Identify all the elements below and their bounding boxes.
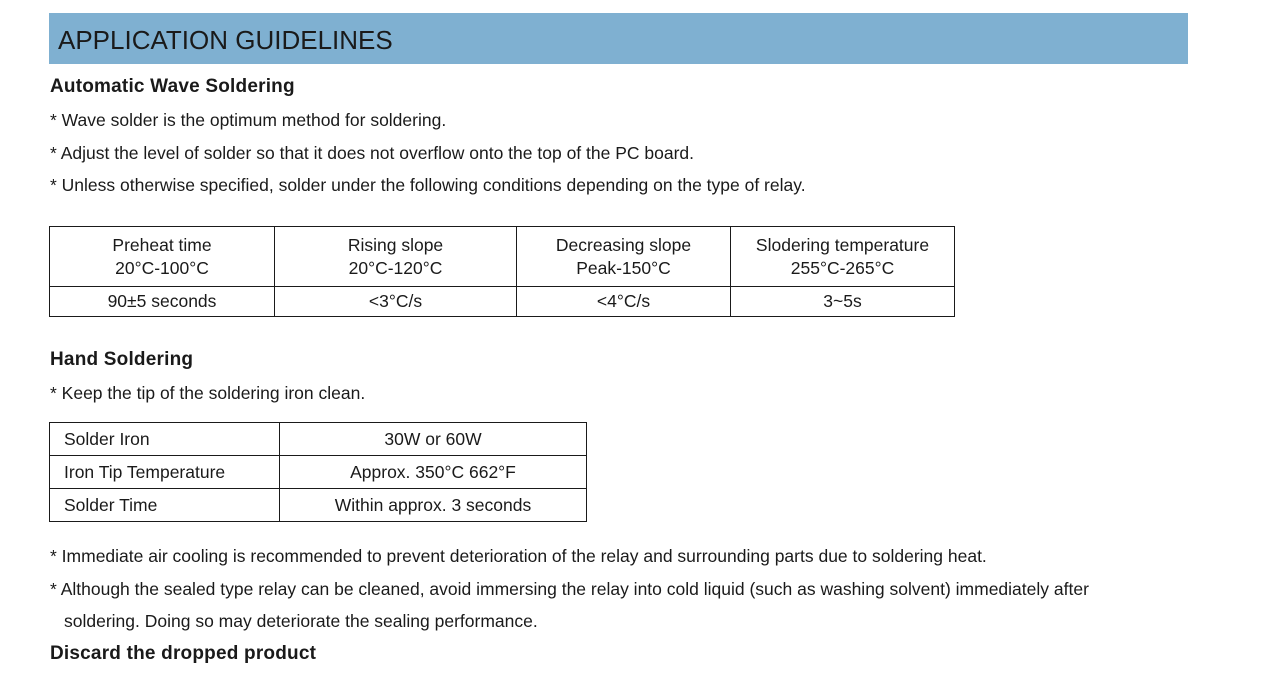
hand-soldering-heading: Hand Soldering — [50, 349, 194, 370]
table-row — [50, 456, 587, 489]
hand-note: * Although the sealed type relay can be cleaned, avoid immersing the relay into cold liquid (such as washing solvent) immediately after — [50, 579, 1089, 599]
table-row — [50, 489, 587, 522]
table-header-cell — [50, 227, 275, 287]
wave-soldering-heading: Automatic Wave Soldering — [50, 76, 295, 97]
wave-bullet: * Wave solder is the optimum method for soldering. — [50, 110, 447, 130]
header-line: 255°C-265°C — [790, 257, 895, 278]
hand-bullet: * Keep the tip of the soldering iron clean. — [50, 383, 366, 403]
header-line: Slodering temperature — [755, 234, 930, 255]
wave-bullet: * Unless otherwise specified, solder under the following conditions depending on the type of relay. — [50, 175, 806, 195]
table-cell: <3°C/s — [275, 287, 517, 317]
header-line: 20°C-100°C — [115, 257, 209, 278]
table-value-cell: Within approx. 3 seconds — [280, 489, 587, 522]
table-value-cell: 30W or 60W — [280, 423, 587, 456]
discard-heading: Discard the dropped product — [50, 643, 317, 664]
table-value-cell: Approx. 350°C 662°F — [280, 456, 587, 489]
header-line: 20°C-120°C — [348, 257, 443, 278]
banner-title: APPLICATION GUIDELINES — [58, 25, 393, 55]
table-header-cell — [275, 227, 517, 287]
header-line: Rising slope — [347, 234, 444, 255]
table-row — [50, 423, 587, 456]
section-banner — [49, 13, 1188, 64]
hand-soldering-table — [49, 422, 587, 522]
table-label-cell: Solder Time — [50, 489, 280, 522]
hand-note: * Immediate air cooling is recommended to prevent deterioration of the relay and surrounding parts due to soldering heat. — [50, 546, 987, 566]
table-cell: <4°C/s — [517, 287, 731, 317]
table-header-cell — [517, 227, 731, 287]
table-label-cell: Solder Iron — [50, 423, 280, 456]
table-cell: 90±5 seconds — [50, 287, 275, 317]
table-label-cell: Iron Tip Temperature — [50, 456, 280, 489]
header-line: Preheat time — [112, 234, 212, 255]
table-header-row — [50, 227, 955, 287]
table-row — [50, 287, 955, 317]
header-line: Peak-150°C — [576, 257, 671, 278]
table-header-cell — [731, 227, 955, 287]
wave-soldering-table — [49, 226, 955, 317]
table-cell: 3~5s — [731, 287, 955, 317]
hand-note-continuation: soldering. Doing so may deteriorate the sealing performance. — [64, 611, 538, 631]
header-line: Decreasing slope — [555, 234, 692, 255]
wave-bullet: * Adjust the level of solder so that it does not overflow onto the top of the PC board. — [50, 143, 695, 163]
